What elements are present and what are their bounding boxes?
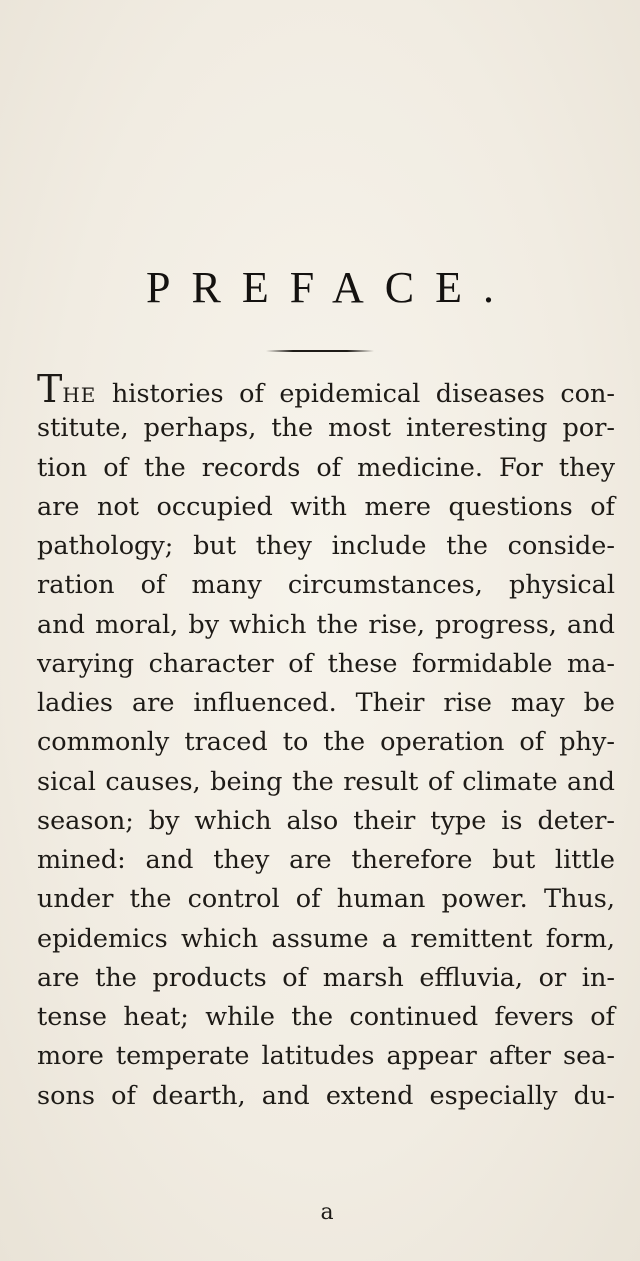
text-line	[37, 367, 615, 411]
ornamental-rule	[266, 350, 374, 352]
text-line: sical causes, being the result of climate and	[37, 766, 615, 797]
text-line: season; by which also their type is deter-	[37, 805, 615, 836]
page-title: PREFACE.	[146, 263, 515, 312]
text-line: ladies are influenced. Their rise may be	[37, 688, 615, 718]
text-line: stitute, perhaps, the most interesting por-	[37, 413, 615, 444]
text-line: commonly traced to the operation of phy-	[37, 727, 615, 758]
text-line: are not occupied with mere questions of	[37, 491, 615, 522]
text-line: epidemics which assume a remittent form,	[37, 923, 615, 954]
text-line: tion of the records of medicine. For they	[37, 452, 615, 483]
text-line: tense heat; while the continued fevers of	[37, 1002, 615, 1032]
text-line: mined: and they are therefore but little	[37, 845, 615, 875]
text-line: under the control of human power. Thus,	[37, 884, 615, 915]
text-line: sons of dearth, and extend especially du-	[37, 1080, 615, 1111]
text-line: and moral, by which the rise, progress, and	[37, 609, 615, 640]
first-line-text: histories of epidemical diseases con-	[111, 379, 615, 409]
drop-cap: T	[37, 367, 63, 411]
text-line: ration of many circumstances, physical	[37, 570, 615, 601]
preface-paragraph	[37, 367, 615, 1116]
text-line: more temperate latitudes appear after sea-	[37, 1041, 615, 1072]
text-line: pathology; but they include the conside-	[37, 531, 615, 561]
first-word-smallcaps: HE	[62, 383, 97, 407]
text-line: are the products of marsh effluvia, or in-	[37, 962, 615, 993]
signature-mark: a	[320, 1200, 334, 1225]
text-line: varying character of these formidable ma-	[37, 648, 615, 679]
